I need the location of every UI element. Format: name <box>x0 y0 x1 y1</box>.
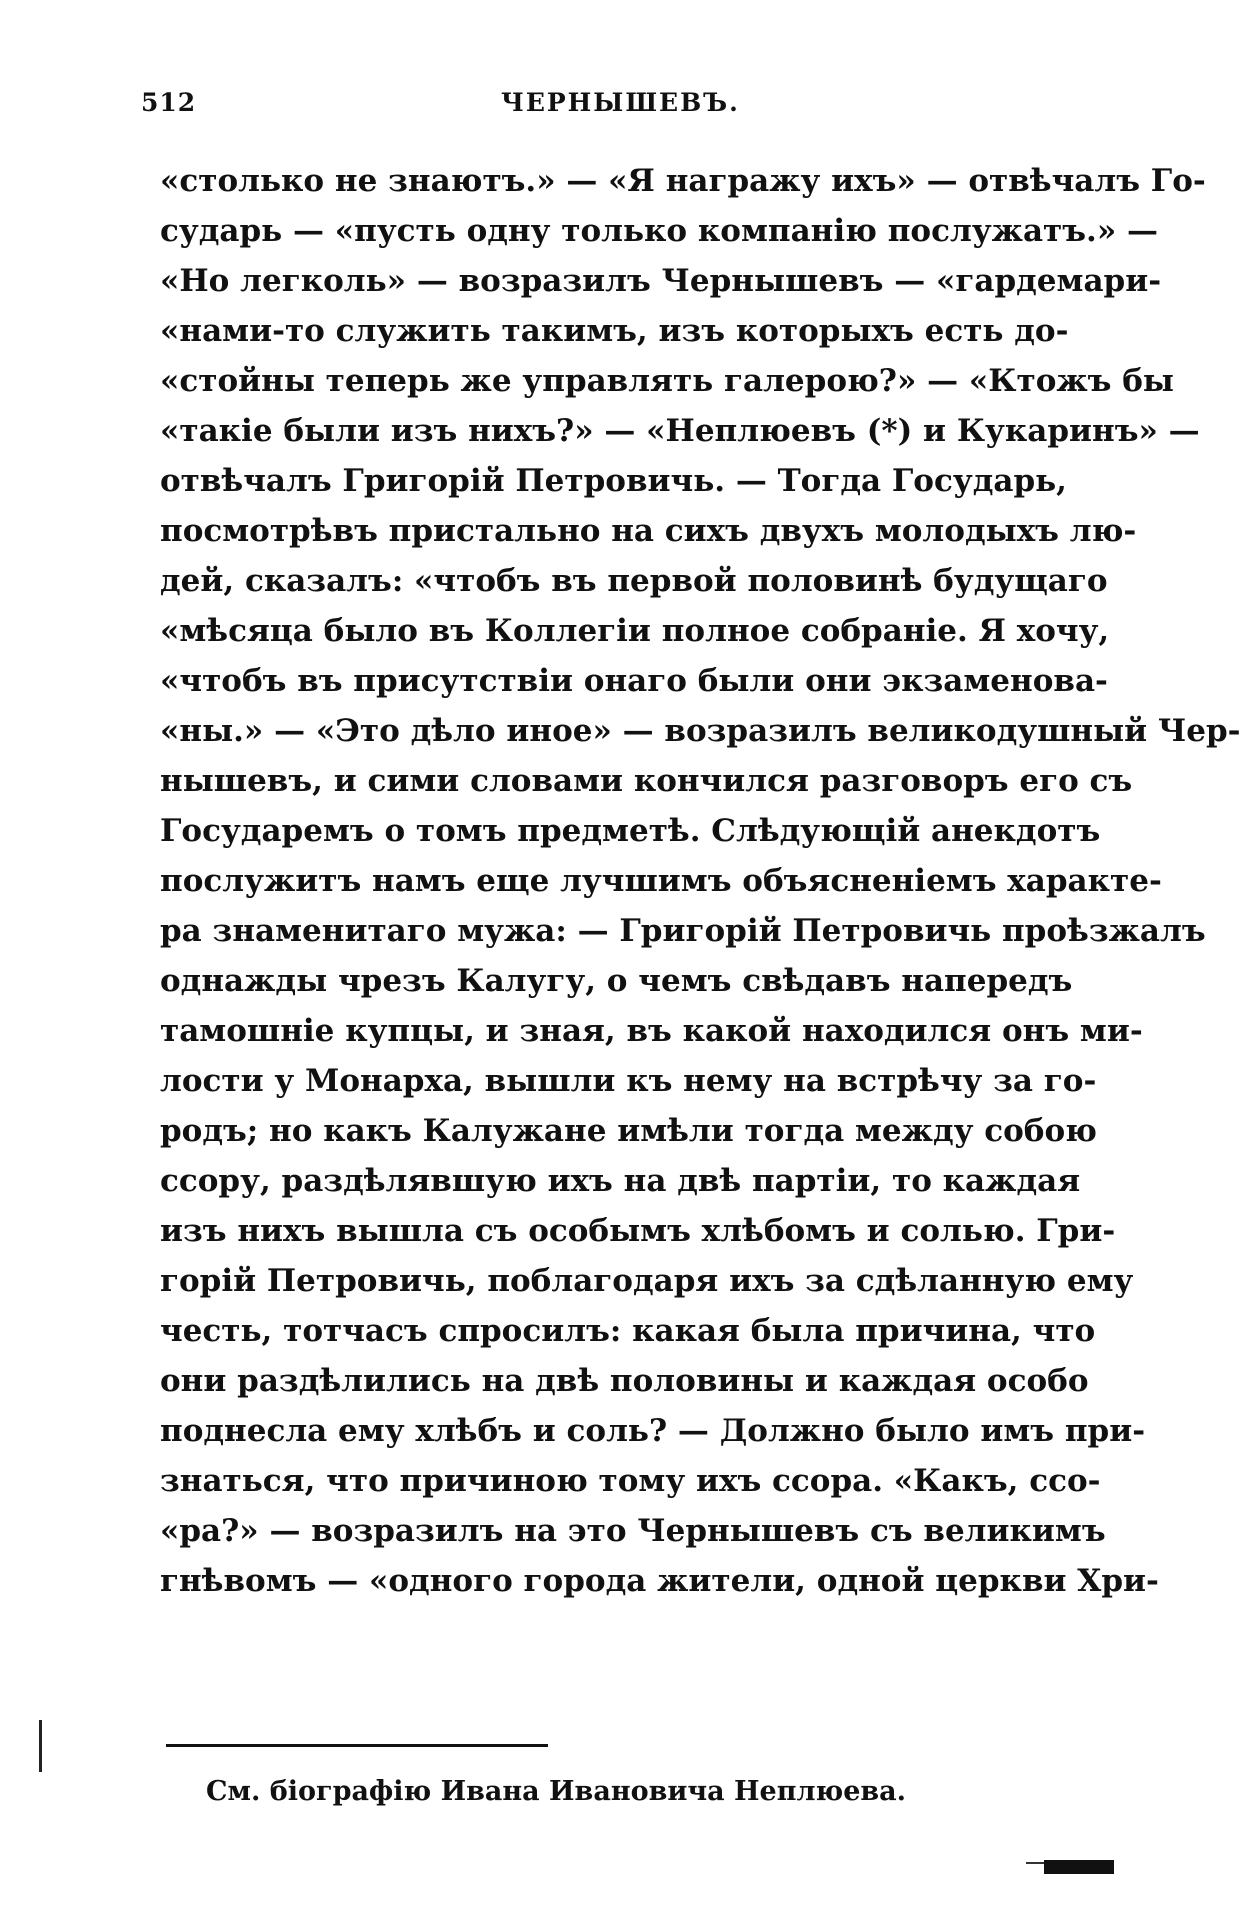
text-line: «нами-то служить такимъ, изъ которыхъ есть до- <box>160 313 1069 349</box>
text-line: знаться, что причиною тому ихъ ссора. «Какъ, ссо- <box>160 1463 1101 1499</box>
text-line: гнѣвомъ — «одного города жители, одной церкви Хри- <box>160 1563 1159 1599</box>
text-line: ра знаменитаго мужа: — Григорій Петровичь проѣзжалъ <box>160 913 1206 949</box>
text-line: посмотрѣвъ пристально на сихъ двухъ молодыхъ лю- <box>160 513 1137 549</box>
text-line: «столько не знаютъ.» — «Я награжу ихъ» — отвѣчалъ Го- <box>160 163 1206 199</box>
scan-margin-mark <box>39 1720 42 1772</box>
text-line: лости у Монарха, вышли къ нему на встрѣчу за го- <box>160 1063 1097 1099</box>
text-line: отвѣчалъ Григорій Петровичь. — Тогда Государь, <box>160 463 1067 499</box>
text-line: послужитъ намъ еще лучшимъ объясненіемъ характе- <box>160 863 1162 899</box>
text-line: «такіе были изъ нихъ?» — «Неплюевъ (*) и Кукаринъ» — <box>160 413 1200 449</box>
text-line: «чтобъ въ присутствіи онаго были они экзаменова- <box>160 663 1108 699</box>
text-line: «Но легколь» — возразилъ Чернышевъ — «гардемари- <box>160 263 1162 299</box>
text-line: ссору, раздѣлявшую ихъ на двѣ партіи, то каждая <box>160 1163 1081 1199</box>
text-line: поднесла ему хлѣбъ и соль? — Должно было имъ при- <box>160 1413 1146 1449</box>
text-line: «ра?» — возразилъ на это Чернышевъ съ великимъ <box>160 1513 1106 1549</box>
text-line: они раздѣлились на двѣ половины и каждая особо <box>160 1363 1089 1399</box>
text-line: «стойны теперь же управлять галерою?» — «Ктожъ бы <box>160 363 1175 399</box>
footnote-divider <box>166 1744 548 1747</box>
text-line: дей, сказалъ: «чтобъ въ первой половинѣ будущаго <box>160 563 1108 599</box>
text-line: «ны.» — «Это дѣло иное» — возразилъ великодушный Чер- <box>160 713 1241 749</box>
scan-edge-bar <box>1044 1860 1114 1874</box>
text-line: нышевъ, и сими словами кончился разговоръ его съ <box>160 763 1133 799</box>
text-line: Государемъ о томъ предметѣ. Слѣдующій анекдотъ <box>160 813 1101 849</box>
text-line: честь, тотчасъ спросилъ: какая была причина, что <box>160 1313 1096 1349</box>
page-header <box>141 88 1061 128</box>
text-line: горій Петровичь, поблагодаря ихъ за сдѣланную ему <box>160 1263 1134 1299</box>
page-number: 512 <box>141 88 197 117</box>
text-line: изъ нихъ вышла съ особымъ хлѣбомъ и солью. Гри- <box>160 1213 1116 1249</box>
text-line: сударь — «пусть одну только компанію послужатъ.» — <box>160 213 1158 249</box>
text-line: родъ; но какъ Калужане имѣли тогда между собою <box>160 1113 1097 1149</box>
body-text <box>160 156 1241 1606</box>
text-line: однажды чрезъ Калугу, о чемъ свѣдавъ напередъ <box>160 963 1073 999</box>
text-line: «мѣсяца было въ Коллегіи полное собраніе. Я хочу, <box>160 613 1110 649</box>
footnote: См. біографію Ивана Ивановича Неплюева. <box>206 1776 907 1807</box>
running-title: ЧЕРНЫШЕВЪ. <box>501 88 740 117</box>
text-line: тамошніе купцы, и зная, въ какой находился онъ ми- <box>160 1013 1143 1049</box>
